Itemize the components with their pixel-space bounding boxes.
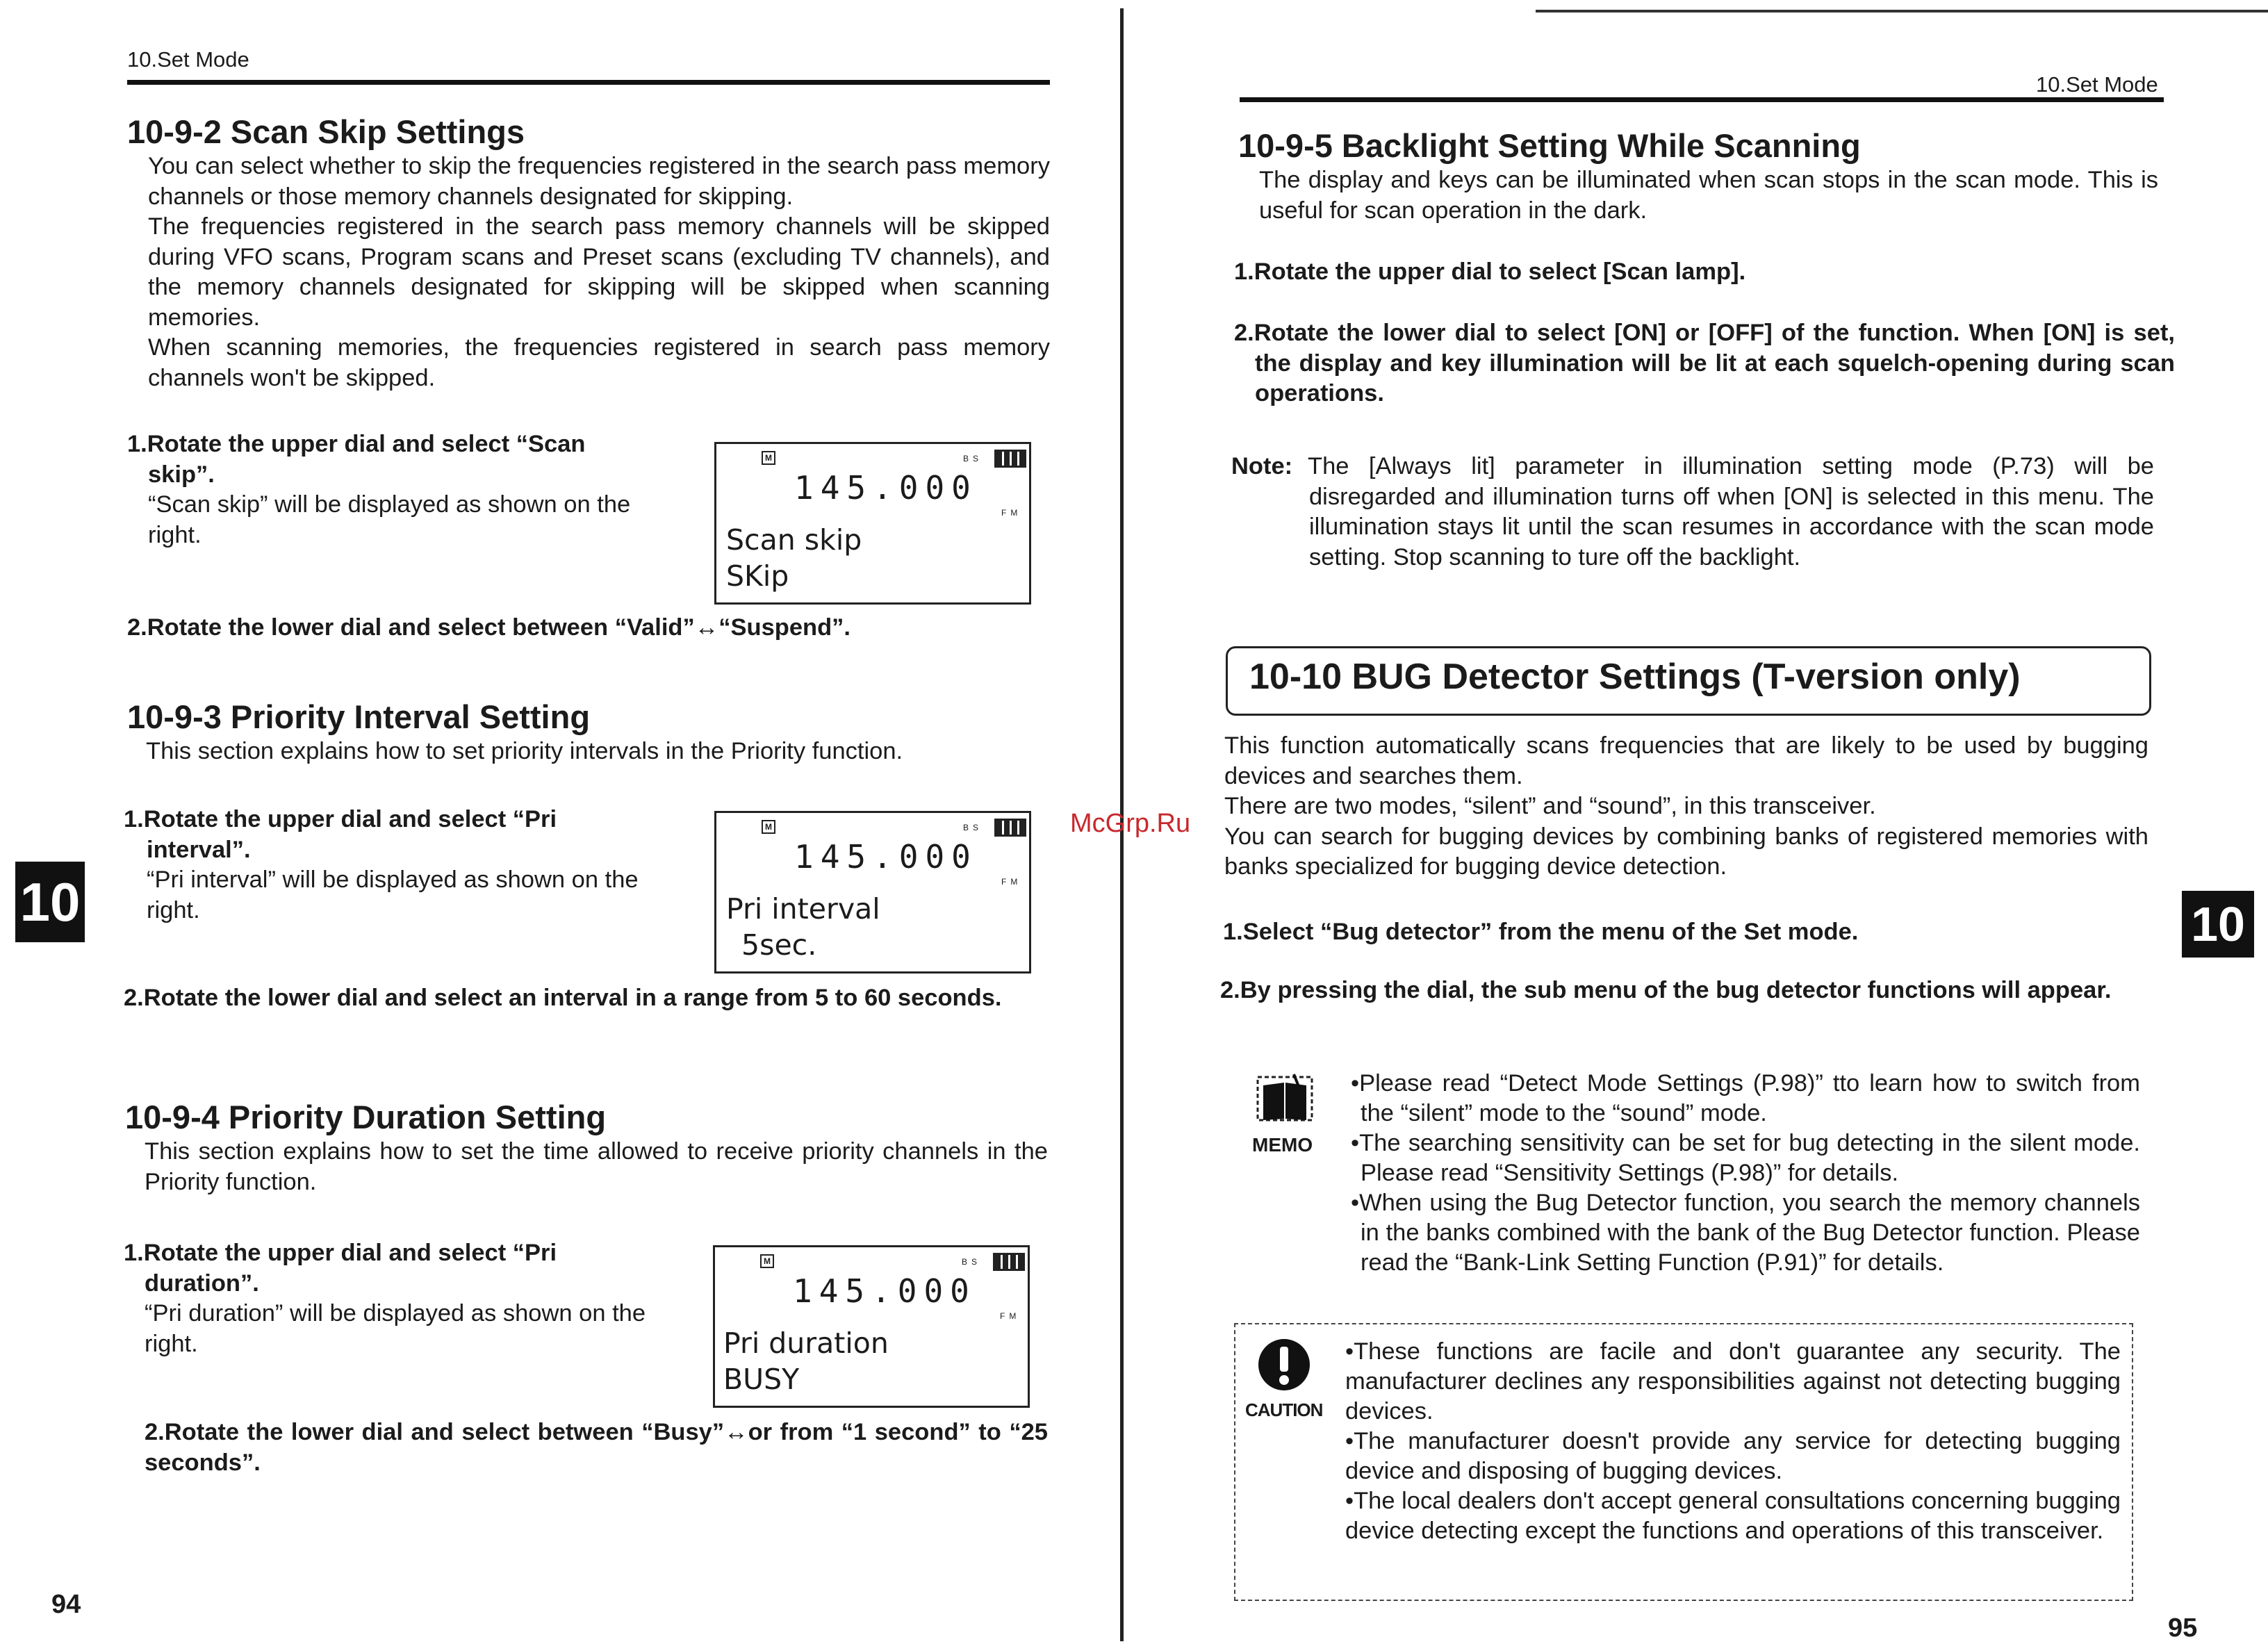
step-2-priority-interval: 2.Rotate the lower dial and select an interval in a range from 5 to 60 seconds. xyxy=(124,985,1002,1011)
fm-mode-icon: FM xyxy=(1001,877,1022,887)
left-page-header: 10.Set Mode xyxy=(127,47,249,72)
caution-item: •The local dealers don't accept general consultations concerning bugging device detecting except the functions and operations of this transceiver. xyxy=(1345,1488,2121,1544)
lcd-line-1: Scan skip xyxy=(726,523,862,557)
status-indicator-icon: BS xyxy=(962,1257,982,1267)
section-body-priority-duration: This section explains how to set the time allowed to receive priority channels in the Priority function. xyxy=(145,1138,1048,1195)
caution-item: •The manufacturer doesn't provide any service for detecting bugging device and disposing of bugging devices. xyxy=(1345,1428,2121,1484)
step-description: “Pri interval” will be displayed as shown on the right. xyxy=(147,866,639,923)
caution-exclamation-icon xyxy=(1256,1337,1312,1393)
right-page-header: 10.Set Mode xyxy=(2036,72,2158,97)
lcd-line-2: BUSY xyxy=(723,1363,800,1396)
paragraph: You can select whether to skip the frequencies registered in the search pass memory channels or those memory channels designated for skipping. xyxy=(148,153,1050,210)
status-indicator-icon: BS xyxy=(963,454,983,463)
left-header-rule xyxy=(127,80,1050,85)
step-1-backlight: 1.Rotate the upper dial to select [Scan lamp]. xyxy=(1234,258,1746,285)
step-description: “Pri duration” will be displayed as shown on the right. xyxy=(145,1300,646,1357)
right-header-rule xyxy=(1240,97,2164,102)
memory-indicator-icon: M xyxy=(762,820,775,834)
note-label: Note: xyxy=(1231,453,1293,479)
step-2-bug-detector: 2.By pressing the dial, the sub menu of the bug detector functions will appear. xyxy=(1220,977,2112,1003)
note-text: The [Always lit] parameter in illumination setting mode (P.73) will be disregarded and illumination turns off when [ON] is selected in this menu. The illumination stays lit until the scan resumes in accordance with the scan mode setting. Stop scanning to ture off the backlight. xyxy=(1308,453,2154,570)
chapter-tab-right: 10 xyxy=(2182,891,2254,958)
paragraph: There are two modes, “silent” and “sound”, in this transceiver. xyxy=(1224,793,1876,819)
memo-content xyxy=(1351,1069,2140,1278)
paragraph: You can search for bugging devices by combining banks of registered memories with banks specialized for bugging device detection. xyxy=(1224,823,2148,880)
note-backlight xyxy=(1231,452,2154,573)
paragraph: This function automatically scans frequencies that are likely to be used by bugging devices and searches them. xyxy=(1224,732,2148,789)
right-page-number: 95 xyxy=(2168,1613,2198,1643)
step-2-scan-skip: 2.Rotate the lower dial and select between “Valid”↔“Suspend”. xyxy=(127,614,850,641)
fm-mode-icon: FM xyxy=(1000,1311,1021,1321)
memo-item: •The searching sensitivity can be set for bug detecting in the silent mode. Please read “Sensitivity Settings (P.98)” for details. xyxy=(1351,1130,2140,1186)
lcd-line-1: Pri interval xyxy=(726,892,880,926)
step-2-priority-duration: 2.Rotate the lower dial and select between “Busy”↔or from “1 second” to “25 seconds”. xyxy=(145,1419,1048,1476)
top-edge-rule xyxy=(1536,10,2268,13)
section-body-scan-skip xyxy=(148,151,1050,393)
battery-icon xyxy=(993,1253,1025,1271)
section-body-priority-interval: This section explains how to set priority intervals in the Priority function. xyxy=(146,738,903,764)
battery-icon xyxy=(994,819,1026,837)
step-1-priority-interval xyxy=(124,805,653,926)
section-title-backlight: 10-9-5 Backlight Setting While Scanning xyxy=(1238,127,1861,164)
battery-icon xyxy=(994,450,1026,468)
memo-book-icon xyxy=(1254,1070,1316,1133)
memory-indicator-icon: M xyxy=(762,451,775,465)
section-title-bug-detector: 10-10 BUG Detector Settings (T-version only) xyxy=(1249,657,2021,697)
lcd-display-scan-skip xyxy=(714,442,1031,605)
status-indicator-icon: BS xyxy=(963,823,983,832)
lcd-frequency: 145.000 xyxy=(794,838,978,876)
step-2-backlight: 2.Rotate the lower dial to select [ON] or [OFF] of the function. When [ON] is set, the display and key illumination will be lit at each squelch-opening during scan operations. xyxy=(1234,320,2175,406)
lcd-display-priority-interval xyxy=(714,811,1031,974)
section-body-backlight: The display and keys can be illuminated when scan stops in the scan mode. This is useful for scan operation in the dark. xyxy=(1259,167,2158,224)
memory-indicator-icon: M xyxy=(760,1254,774,1268)
paragraph: The frequencies registered in the search pass memory channels will be skipped during VFO scans, Program scans and Preset scans (excluding TV channels), and the memory channels designated for skipping will be skipped when scanning memories. xyxy=(148,213,1050,331)
section-title-priority-duration: 10-9-4 Priority Duration Setting xyxy=(125,1099,607,1135)
watermark-text: McGrp.Ru xyxy=(1070,809,1191,838)
lcd-line-1: Pri duration xyxy=(723,1326,889,1360)
memo-label: MEMO xyxy=(1252,1134,1313,1156)
step-1-scan-skip xyxy=(127,429,655,550)
memo-item: •When using the Bug Detector function, you search the memory channels in the banks combined with the bank of the Bug Detector function. Please read the “Bank-Link Setting Function (P.91)” for details. xyxy=(1351,1190,2140,1276)
step-instruction: 1.Rotate the upper dial and select “Pri interval”. xyxy=(124,806,557,863)
section-title-scan-skip: 10-9-2 Scan Skip Settings xyxy=(127,113,525,150)
lcd-frequency: 145.000 xyxy=(794,469,978,507)
memo-item: •Please read “Detect Mode Settings (P.98)” tto learn how to switch from the “silent” mode to the “sound” mode. xyxy=(1351,1070,2140,1126)
caution-content xyxy=(1345,1337,2121,1546)
caution-label: CAUTION xyxy=(1245,1399,1323,1420)
step-instruction: 1.Rotate the upper dial and select “Pri duration”. xyxy=(124,1240,557,1297)
paragraph: When scanning memories, the frequencies registered in search pass memory channels won't be skipped. xyxy=(148,334,1050,391)
lcd-display-priority-duration xyxy=(713,1245,1030,1408)
section-body-bug-detector xyxy=(1224,731,2148,882)
left-page-number: 94 xyxy=(51,1590,81,1619)
section-title-priority-interval: 10-9-3 Priority Interval Setting xyxy=(127,698,591,735)
step-1-priority-duration xyxy=(124,1238,653,1359)
lcd-line-2: SKip xyxy=(726,559,789,593)
step-instruction: 1.Rotate the upper dial and select “Scan skip”. xyxy=(127,431,586,488)
step-description: “Scan skip” will be displayed as shown on the right. xyxy=(148,491,631,548)
lcd-line-2: 5sec. xyxy=(741,928,817,962)
step-1-bug-detector: 1.Select “Bug detector” from the menu of the Set mode. xyxy=(1223,919,1859,945)
fm-mode-icon: FM xyxy=(1001,508,1022,518)
lcd-frequency: 145.000 xyxy=(793,1272,976,1310)
caution-item: •These functions are facile and don't guarantee any security. The manufacturer declines any responsibilities against not detecting bugging devices. xyxy=(1345,1338,2121,1424)
chapter-tab-left: 10 xyxy=(15,862,85,942)
